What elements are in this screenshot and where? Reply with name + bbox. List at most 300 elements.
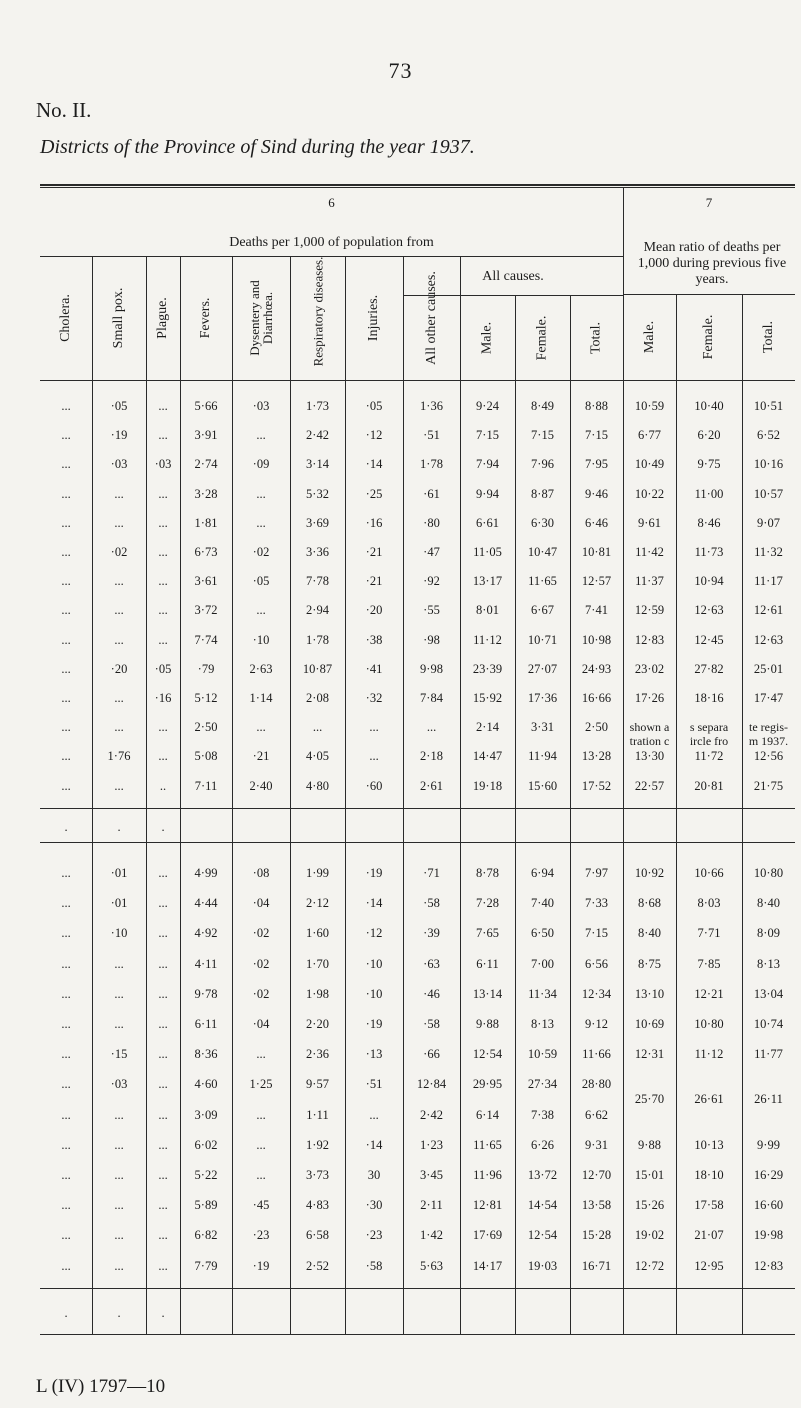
table-cell: ... [61, 1137, 71, 1152]
table-cell: ... [256, 515, 266, 530]
table-cell: 6·77 [638, 428, 661, 443]
table-cell: ·02 [252, 986, 270, 1001]
table-cell: ·03 [252, 399, 270, 413]
group6-number: 6 [328, 195, 335, 210]
table-cell: 8·87 [531, 486, 554, 501]
table-cell: 8·01 [476, 603, 499, 618]
table-cell: ... [369, 749, 379, 764]
table-cell: 19·02 [634, 1228, 665, 1243]
table-cell: ... [114, 574, 124, 589]
table-cell: ·32 [365, 691, 383, 705]
table-cell: ... [158, 1137, 168, 1152]
column-header: Female. [534, 315, 550, 360]
body-rule [232, 380, 233, 1334]
table-cell: 17·58 [694, 1198, 724, 1213]
table-cell: ... [256, 486, 266, 501]
table-cell: 12·70 [581, 1168, 612, 1182]
header-rule [180, 256, 181, 380]
table-cell: ... [61, 986, 71, 1001]
table-cell: 27·07 [527, 661, 558, 676]
table-cell: 1·25 [249, 1077, 273, 1092]
table-cell: ... [158, 1017, 168, 1031]
table-cell: ... [158, 749, 168, 764]
registration-note: ircle fro [689, 734, 729, 749]
column-header: Total. [760, 320, 776, 354]
table-cell: 28·80 [581, 1077, 612, 1092]
table-cell: 7·40 [531, 896, 554, 911]
table-cell: 10·94 [694, 574, 724, 589]
table-cell: 3·09 [194, 1107, 218, 1122]
table-cell: 6·46 [585, 515, 608, 530]
column-header: Male. [479, 321, 495, 354]
table-cell: 5·63 [420, 1258, 443, 1273]
table-cell: 12·63 [694, 603, 724, 618]
body-rule [180, 380, 181, 1334]
bottom-rule [40, 1334, 795, 1335]
table-cell: ... [114, 1258, 124, 1273]
table-cell: 7·38 [531, 1107, 554, 1122]
table-cell: 19·98 [753, 1228, 784, 1243]
header-rule [92, 256, 93, 380]
table-cell: 10·40 [694, 399, 724, 413]
table-cell: 6·14 [476, 1107, 499, 1122]
table-cell: 17·36 [527, 691, 558, 705]
table-cell: ... [256, 1047, 266, 1062]
table-cell: ·20 [365, 603, 383, 618]
table-cell: 3·45 [420, 1168, 443, 1182]
table-cell: ·79 [197, 661, 215, 676]
table-cell: 8·88 [585, 399, 608, 413]
table-cell: ... [158, 1047, 168, 1062]
table-cell: 1·78 [306, 632, 329, 647]
table-cell: 3·28 [194, 486, 218, 501]
table-cell: 11·34 [528, 986, 557, 1001]
table-cell: ·10 [365, 956, 383, 971]
table-cell: 16·60 [753, 1198, 784, 1213]
registration-note: m 1937. [748, 734, 789, 749]
table-cell: ... [61, 896, 71, 911]
table-cell: 18·10 [694, 1168, 724, 1182]
table-cell: 3·73 [306, 1168, 329, 1182]
table-cell: ... [61, 1047, 71, 1062]
column-header: Plague. [155, 297, 170, 339]
table-cell: 2·12 [306, 896, 329, 911]
table-cell: 7·94 [476, 457, 499, 472]
table-cell: 9·61 [638, 515, 661, 530]
table-cell: 12·57 [581, 574, 612, 589]
table-cell: ... [114, 1198, 124, 1213]
table-cell: 13·58 [581, 1198, 612, 1213]
table-cell: 11·12 [473, 632, 502, 647]
table-cell: 11·00 [694, 486, 724, 501]
table-cell: ·61 [423, 486, 440, 501]
table-cell: ... [158, 1228, 168, 1243]
table-cell: 7·74 [194, 632, 218, 647]
table-cell: ... [114, 1168, 124, 1182]
table-cell: 2·11 [420, 1198, 443, 1213]
table-cell: ... [158, 603, 168, 618]
table-cell: ... [61, 1107, 71, 1122]
table-cell: ·58 [423, 1017, 440, 1031]
table-cell: 7·97 [585, 866, 608, 880]
table-cell: ... [158, 632, 168, 647]
table-cell: 12·84 [416, 1077, 447, 1092]
table-cell: 1·36 [420, 399, 443, 413]
table-cell: 9·07 [757, 515, 780, 530]
table-cell: ·47 [423, 545, 440, 559]
table-cell: 6·11 [476, 956, 499, 971]
table-cell: 7·95 [585, 457, 608, 472]
table-cell: 1·98 [306, 986, 329, 1001]
table-cell: ... [61, 486, 71, 501]
body-rule [345, 380, 346, 1334]
table-cell: 13·30 [634, 749, 665, 764]
table-cell: 12·61 [753, 603, 784, 618]
table-cell: ... [61, 956, 71, 971]
table-cell: ... [61, 661, 71, 676]
table-cell: 10·71 [527, 632, 558, 647]
table-cell: 5·22 [194, 1168, 218, 1182]
table-cell: ... [61, 691, 71, 705]
table-cell: 10·22 [634, 486, 665, 501]
table-cell: 1·60 [306, 926, 329, 941]
table-cell: 11·42 [635, 545, 664, 559]
table-cell: 12·54 [472, 1047, 503, 1062]
table-cell: 13·17 [472, 574, 503, 589]
table-cell: 27·34 [527, 1077, 558, 1092]
table-cell: 6·11 [194, 1017, 218, 1031]
table-cell: 10·74 [753, 1017, 784, 1031]
table-cell: ... [158, 866, 168, 880]
table-cell: 8·40 [757, 896, 780, 911]
merged-cell: 26·11 [754, 1092, 783, 1107]
table-cell: 5·32 [306, 486, 329, 501]
table-cell: ·38 [365, 632, 383, 647]
table-cell: ... [256, 603, 266, 618]
table-cell: ... [61, 457, 71, 472]
column-header: All other causes. [423, 271, 439, 365]
table-cell: ·10 [252, 632, 270, 647]
table-cell: 7·96 [531, 457, 554, 472]
table-cell: 9·98 [420, 661, 443, 676]
column-header: Female. [701, 314, 716, 360]
table-cell: 11·94 [528, 749, 557, 764]
table-cell: ... [158, 1198, 168, 1213]
table-cell: 11·12 [694, 1047, 724, 1062]
table-title: Districts of the Province of Sind during the year 1937. [40, 136, 475, 158]
table-cell: 2·42 [306, 428, 329, 443]
table-cell: 8·03 [697, 896, 721, 911]
table-cell: . [161, 820, 165, 834]
table-cell: ... [114, 778, 124, 793]
table-cell: . [161, 1306, 165, 1320]
table-cell: 13·14 [472, 986, 503, 1001]
table-cell: ·05 [365, 399, 383, 413]
table-cell: 24·93 [581, 661, 612, 676]
table-cell: 13·28 [581, 749, 612, 764]
table-cell: ... [158, 1077, 168, 1092]
table-cell: ... [114, 515, 124, 530]
table-cell: 7·15 [531, 428, 554, 443]
table-cell: 10·59 [527, 1047, 558, 1062]
table-cell: ... [158, 926, 168, 941]
table-cell: 8·46 [697, 515, 721, 530]
table-cell: ·10 [365, 986, 383, 1001]
registration-note: te regis- [749, 720, 788, 735]
table-cell: 14·54 [527, 1198, 558, 1213]
table-cell: 7·71 [697, 926, 721, 941]
table-cell: 6·56 [585, 956, 608, 971]
table-cell: 9·31 [585, 1137, 608, 1152]
table-cell: ... [158, 986, 168, 1001]
table-cell: 11·37 [635, 574, 664, 589]
table-cell: ·03 [110, 1077, 128, 1092]
table-cell: 8·13 [531, 1017, 554, 1031]
table-cell: ·21 [365, 574, 383, 589]
table-cell: 10·57 [753, 486, 784, 501]
table-cell: ... [61, 720, 71, 735]
table-cell: ... [158, 545, 168, 559]
table-cell: 6·50 [531, 926, 554, 941]
table-cell: ... [114, 632, 124, 647]
body-rule [623, 380, 624, 1334]
table-cell: 9·78 [194, 986, 218, 1001]
header-rule [232, 256, 233, 380]
table-cell: 16·29 [753, 1168, 784, 1182]
table-cell: ... [256, 428, 266, 443]
table-cell: 15·60 [527, 778, 558, 793]
table-cell: 10·51 [753, 399, 784, 413]
registration-note: s separa [689, 720, 729, 735]
table-cell: 1·76 [107, 749, 131, 764]
table-cell: 3·14 [306, 457, 329, 472]
section2-subtotal-rule [40, 1288, 795, 1289]
table-cell: ·58 [423, 896, 440, 911]
table-cell: 12·83 [634, 632, 665, 647]
table-cell: 2·08 [306, 691, 329, 705]
table-cell: ... [158, 486, 168, 501]
table-cell: ... [61, 515, 71, 530]
table-cell: 8·75 [638, 956, 661, 971]
table-cell: 8·09 [757, 926, 780, 941]
table-cell: 4·92 [194, 926, 218, 941]
table-cell: 10·81 [581, 545, 612, 559]
table-cell: ·41 [365, 661, 383, 676]
table-cell: 2·74 [194, 457, 218, 472]
table-cell: ... [61, 1198, 71, 1213]
table-cell: 10·98 [581, 632, 612, 647]
table-cell: 10·49 [634, 457, 665, 472]
table-cell: 10·47 [527, 545, 558, 559]
table-cell: ... [61, 399, 71, 413]
table-cell: 6·67 [531, 603, 554, 618]
table-cell: 25·01 [753, 661, 784, 676]
table-cell: ·16 [154, 691, 172, 705]
table-cell: 8·49 [531, 399, 554, 413]
table-cell: .. [159, 778, 167, 793]
table-cell: ... [61, 926, 71, 941]
table-cell: 30 [367, 1168, 381, 1182]
table-cell: ·20 [110, 661, 128, 676]
table-cell: 6·26 [531, 1137, 554, 1152]
table-cell: . [64, 1306, 68, 1320]
table-cell: ... [158, 1107, 168, 1122]
section1-total-rule [40, 842, 795, 843]
table-cell: 8·36 [194, 1047, 218, 1062]
table-cell: ... [114, 691, 124, 705]
table-cell: 7·41 [585, 603, 608, 618]
body-rule [515, 380, 516, 1334]
table-cell: 21·75 [753, 778, 784, 793]
table-cell: 12·31 [634, 1047, 665, 1062]
table-cell: ... [61, 1017, 71, 1031]
column-header: Total. [588, 321, 604, 354]
table-cell: 17·26 [634, 691, 665, 705]
table-cell: ·14 [365, 457, 383, 472]
table-cell: ·10 [110, 926, 128, 941]
table-cell: 1·23 [420, 1137, 443, 1152]
table-cell: 12·72 [634, 1258, 665, 1273]
table-cell: ... [256, 1137, 266, 1152]
table-cell: ·01 [110, 896, 128, 911]
table-cell: ... [61, 749, 71, 764]
table-cell: ·51 [423, 428, 440, 443]
table-cell: 16·71 [581, 1258, 612, 1273]
table-cell: 6·02 [194, 1137, 218, 1152]
table-cell: 10·66 [694, 866, 724, 880]
table-cell: ... [158, 956, 168, 971]
table-cell: ·23 [252, 1228, 270, 1243]
table-cell: 13·10 [634, 986, 665, 1001]
header-bottom-rule [40, 380, 795, 381]
table-cell: 2·14 [476, 720, 499, 735]
table-cell: 18·16 [694, 691, 724, 705]
table-cell: 10·80 [694, 1017, 724, 1031]
table-cell: ... [114, 1228, 124, 1243]
table-cell: 11·73 [694, 545, 724, 559]
table-cell: 2·20 [306, 1017, 329, 1031]
table-cell: 16·66 [581, 691, 612, 705]
table-cell: 7·79 [194, 1258, 218, 1273]
table-cell: 9·12 [585, 1017, 608, 1031]
table-cell: 9·88 [638, 1137, 661, 1152]
table-cell: 7·15 [585, 428, 608, 443]
all-causes-label: All causes. [482, 269, 544, 284]
table-cell: 22·57 [634, 778, 665, 793]
table-cell: 11·17 [754, 574, 783, 589]
table-cell: ·30 [365, 1198, 383, 1213]
top-rule-inner [40, 187, 795, 188]
table-cell: 15·01 [634, 1168, 665, 1182]
table-cell: ·12 [365, 926, 383, 941]
table-cell: ... [114, 603, 124, 618]
table-cell: 4·05 [306, 749, 329, 764]
table-cell: 1·99 [306, 866, 329, 880]
table-cell: ·55 [423, 603, 440, 618]
table-cell: 10·69 [634, 1017, 665, 1031]
table-cell: 3·36 [306, 545, 329, 559]
table-cell: 2·63 [249, 661, 273, 676]
table-cell: ... [114, 986, 124, 1001]
table-cell: 12·83 [753, 1258, 784, 1273]
table-cell: ·60 [365, 778, 383, 793]
table-cell: 23·02 [634, 661, 665, 676]
table-cell: 1·92 [306, 1137, 329, 1152]
column-header: Small pox. [111, 287, 126, 349]
column-header: Dysentery and Diarrhœa. [247, 280, 275, 356]
table-cell: 11·65 [528, 574, 557, 589]
header-rule [676, 294, 677, 380]
table-cell: 3·61 [194, 574, 218, 589]
table-cell: 10·87 [302, 661, 333, 676]
column-header: Respiratory diseases. [310, 256, 325, 367]
table-cell: ... [61, 866, 71, 880]
header-rule [570, 295, 571, 380]
table-cell: 12·63 [753, 632, 784, 647]
table-number: No. II. [36, 98, 92, 122]
table-cell: 23·39 [472, 661, 503, 676]
table-cell: 11·32 [754, 545, 783, 559]
table-cell: 27·82 [694, 661, 724, 676]
body-rule [570, 380, 571, 1334]
table-cell: 2·36 [306, 1047, 329, 1062]
table-cell: ·51 [365, 1077, 383, 1092]
table-cell: ·71 [423, 866, 440, 880]
table-cell: ·46 [423, 986, 440, 1001]
column-header: Injuries. [366, 294, 381, 342]
section1-subtotal-rule [40, 808, 795, 809]
table-cell: 7·15 [476, 428, 499, 443]
table-cell: 9·57 [306, 1077, 329, 1092]
header-rule [460, 256, 461, 380]
header-rule [146, 256, 147, 380]
table-cell: ·12 [365, 428, 383, 443]
table-cell: 6·73 [194, 545, 218, 559]
table-cell: ·21 [365, 545, 383, 559]
table-cell: ... [158, 428, 168, 443]
table-cell: ·15 [110, 1047, 128, 1062]
table-cell: ·39 [423, 926, 440, 941]
table-cell: ... [61, 428, 71, 443]
table-cell: 11·05 [473, 545, 502, 559]
table-cell: 7·85 [697, 956, 721, 971]
table-cell: 9·99 [757, 1137, 780, 1152]
body-rule [146, 380, 147, 1334]
table-cell: ... [61, 1258, 71, 1273]
table-cell: 2·40 [249, 778, 273, 793]
table-cell: ... [158, 1168, 168, 1182]
table-cell: 6·94 [531, 866, 554, 880]
table-cell: ·01 [110, 866, 128, 880]
table-cell: 5·08 [194, 749, 218, 764]
table-cell: 5·66 [194, 399, 218, 413]
table-cell: 10·80 [753, 866, 784, 880]
table-cell: 19·18 [472, 778, 503, 793]
table-cell: ·19 [365, 1017, 383, 1031]
table-cell: 3·69 [306, 515, 329, 530]
table-cell: ·45 [252, 1198, 270, 1213]
table-cell: 15·28 [581, 1228, 612, 1243]
table-cell: 2·50 [194, 720, 218, 735]
table-cell: 12·56 [753, 749, 784, 764]
table-cell: ·21 [252, 749, 270, 764]
column-header: Male. [641, 320, 657, 354]
table-cell: ·03 [110, 457, 128, 472]
table-cell: 6·82 [194, 1228, 218, 1243]
table-cell: ·23 [365, 1228, 383, 1243]
table-cell: ... [158, 574, 168, 589]
table-cell: ... [256, 1107, 266, 1122]
